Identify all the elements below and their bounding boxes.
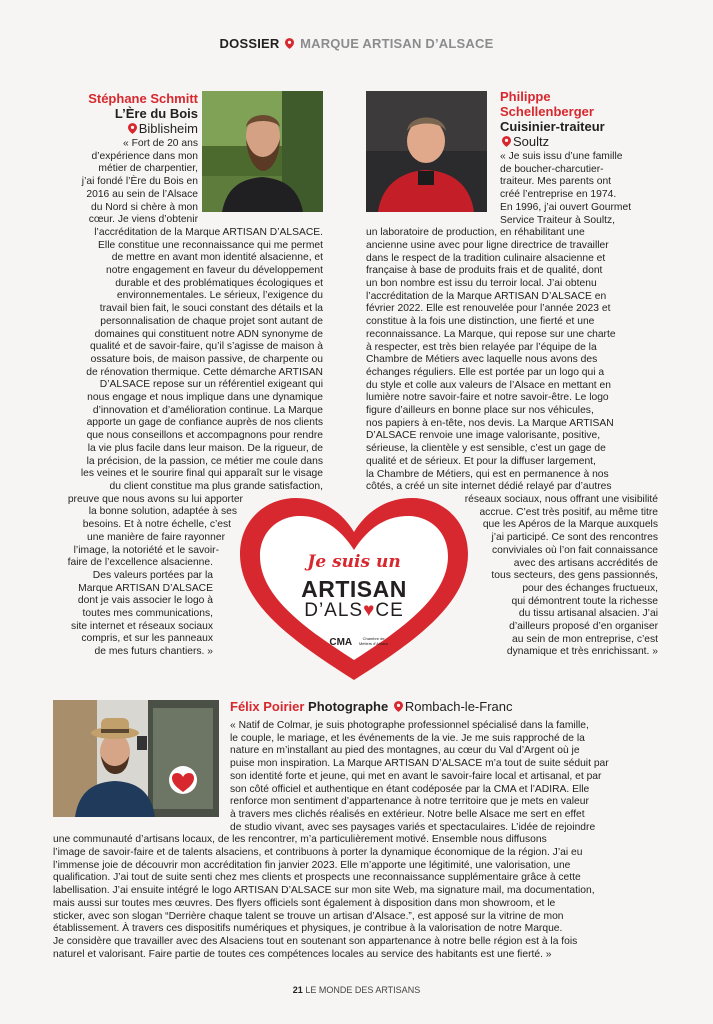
- location-pin-icon: [285, 38, 294, 49]
- text-line: l’accréditation de la Marque ARTISAN D’ALSACE en: [366, 290, 607, 302]
- text-line: les veines et le sourire final qui apparaît sur le visage: [80, 468, 323, 480]
- profile-1-company: L’Ère du Bois: [114, 106, 198, 121]
- text-line: avec des artisans accrédités de: [513, 557, 658, 569]
- text-line: métier de charpentier,: [98, 163, 198, 175]
- text-line: l’accréditation de la Marque ARTISAN D’ALSACE.: [94, 226, 323, 238]
- profile-2-header: [500, 89, 680, 149]
- profile-2-name-last: Schellenberger: [500, 104, 594, 119]
- text-line: D’ALSACE renvoie une image valorisante, positive,: [366, 430, 601, 442]
- text-line: notre engagement en faveur du développement: [106, 265, 323, 277]
- profile-1-header: [60, 91, 198, 136]
- text-line: « Fort de 20 ans: [123, 138, 198, 149]
- text-line: toutes mes communications,: [82, 608, 213, 620]
- text-line: D’ALSACE repose sur un référentiel exigeant qui: [99, 379, 323, 391]
- page-number: 21: [292, 985, 303, 995]
- text-line: preuve que nous avons su lui apporter: [67, 493, 243, 505]
- profile-2-location-text: Soultz: [513, 134, 550, 149]
- text-line: Marque ARTISAN D’ALSACE: [78, 582, 213, 594]
- text-line: dont je vais associer le logo à: [77, 595, 213, 607]
- text-line: naturel et valorisant. Faire partie de toutes ces compétences locales au service des habitants est une fierté. »: [53, 948, 552, 960]
- text-line: qualification. J’ai tout de suite senti chez mes clients et prospects une reconnaissance supplémentaire grâce à cette: [53, 872, 581, 884]
- profile-1-location-text: Biblisheim: [138, 121, 198, 136]
- text-line: de boucher-charcutier-: [500, 163, 604, 175]
- text-line: du client constitue ma plus grande satisfaction,: [109, 480, 323, 492]
- profile-1-location: [60, 121, 198, 136]
- text-line: d’innovation et d’amélioration continue. La Marque: [92, 404, 323, 416]
- text-line: l’immense joie de découvrir mon accréditation fin janvier 2023. Elle m’apporte une légitimité, une valorisation, une: [53, 859, 571, 871]
- text-line: sérieuse, la clientèle y est sensible, c’est un gage de: [366, 443, 606, 455]
- page-footer: [0, 985, 713, 995]
- text-line: En 1996, j’ai ouvert Gourmet: [500, 201, 632, 213]
- profile-1-name: Stéphane Schmitt: [88, 91, 198, 106]
- text-line: faire de l’excellence alsacienne.: [67, 557, 213, 569]
- text-line: puise mon inspiration. La Marque ARTISAN D’ALSACE m’a tout de suite séduit par: [230, 758, 609, 770]
- text-line: le couple, le mariage, et les événements de la vie. Je me suis rapproché de la: [230, 732, 585, 744]
- text-line: environnementales. Le sérieux, l’exigence du: [116, 290, 323, 302]
- text-line: accrue. C’est très positif, au même titre: [479, 506, 658, 518]
- text-line: ancienne usine avec pour ligne directrice de travailler: [366, 239, 609, 251]
- text-line: Des valeurs portées par la: [92, 569, 213, 581]
- text-line: une communauté d’artisans locaux, de les rencontrer, m’a particulièrement motivé. Ensemble nous diffusons: [53, 834, 547, 846]
- text-line: qui démontrent toute la richesse: [511, 595, 658, 607]
- text-line: nos papiers à en-tête, nos devis. La Marque ARTISAN: [366, 417, 614, 429]
- text-line: 2016 au sein de l’Alsace: [86, 188, 198, 200]
- text-line: un laboratoire de production, en réhabilitant une: [366, 227, 585, 239]
- text-line: durable et des problématiques écologiques et: [115, 277, 323, 289]
- profile-3-header: [230, 699, 670, 714]
- page-header: [0, 36, 713, 51]
- location-pin-icon: [128, 123, 137, 134]
- text-line: reconnaissance. La Marque, qui repose sur une charte: [366, 328, 616, 340]
- text-line: établissement. À travers ces dispositifs numériques et physiques, je contribue à la valorisation de notre Marque.: [53, 923, 563, 935]
- logo-slogan: Je suis un: [307, 552, 401, 572]
- text-line: de rénovation thermique. Cette démarche ARTISAN: [86, 366, 323, 378]
- text-line: dans le respect de la tradition culinaire alsacienne et: [366, 252, 606, 264]
- text-line: ossature bois, de maison passive, de charpente ou: [90, 353, 323, 365]
- cma-logo-sub: Chambre de Métiers d’Alsace: [358, 635, 389, 646]
- logo-heart-a-icon: ♥: [363, 600, 376, 621]
- profile-2-location: [500, 134, 680, 149]
- location-pin-icon: [394, 701, 403, 712]
- text-line: l’image de savoir-faire et de talents alsaciens, et contribuons à porter la dynamique économique de la région. J’ai eu: [53, 847, 583, 859]
- text-line: que les Apéros de la Marque auxquels: [482, 519, 658, 531]
- text-line: qualité et de sérieux. Et pour la diffuser largement,: [366, 455, 596, 467]
- text-line: l’image, la notoriété et le savoir-: [73, 544, 219, 556]
- text-line: la précision, de la passion, ce métier me coule dans: [86, 455, 323, 467]
- text-line: créé l’entreprise en 1974.: [500, 189, 617, 201]
- text-line: labellisation. J’ai ensuite intégré le logo ARTISAN D’ALSACE sur mon site Web, ma signature mail, ma documentation,: [53, 885, 595, 897]
- text-line: site internet et réseaux sociaux: [71, 620, 213, 632]
- cma-logo-text: CMA: [329, 637, 353, 648]
- logo-brand-line2-b: CE: [375, 600, 404, 621]
- text-line: d’ailleurs proposé d’en organiser: [509, 621, 658, 633]
- text-line: au sein de mon entreprise, c’est: [512, 633, 658, 645]
- text-line: dynamique et très enrichissant. »: [506, 646, 658, 658]
- text-line: apporte un gage de confiance auprès de nos clients: [86, 417, 323, 429]
- text-line: réseaux sociaux, nous offrant une visibilité: [464, 493, 658, 505]
- text-line: nature en m’installant au pied des montagnes, au cœur du Val d’Argent où je: [230, 745, 580, 757]
- text-line: j’ai participé. Ce sont des rencontres: [491, 532, 658, 544]
- text-line: la vie plus facile dans leur maison. De la rigueur, de: [87, 442, 323, 454]
- text-line: que nous conseillons et accompagnons pour rendre: [86, 430, 323, 442]
- text-line: de mettre en avant mon identité alsacienne, et: [111, 252, 323, 264]
- artisan-alsace-logo: [234, 492, 474, 684]
- text-line: figure d’ailleurs en bonne place sur nos véhicules,: [366, 405, 594, 417]
- text-line: nous engage et nous implique dans une dynamique: [87, 392, 323, 404]
- profile-3-name: Félix Poirier: [230, 699, 305, 714]
- text-line: constitue à la fois une distinction, une fierté et une: [366, 316, 595, 328]
- profile-3-location: Rombach-le-Franc: [404, 699, 513, 714]
- text-line: à respecter, est très bien relayée par l’équipe de la: [366, 341, 597, 353]
- profile-3-text: [53, 720, 673, 961]
- text-line: besoins. Et à notre échelle, c’est: [82, 519, 231, 531]
- text-line: de mes futurs chantiers. »: [94, 646, 213, 658]
- text-line: une manière de faire rayonner: [87, 531, 225, 543]
- logo-brand-line2: [234, 600, 474, 622]
- section-label: DOSSIER: [219, 36, 280, 51]
- text-line: la bonne solution, adaptée à ses: [88, 506, 237, 518]
- text-line: Chambre de Métiers avec laquelle nous avons des: [366, 354, 598, 366]
- text-line: cœur. Je viens d’obtenir: [88, 214, 198, 226]
- text-line: Service Traiteur à Soultz,: [500, 214, 616, 226]
- text-line: échanges réguliers. Elle est portée par un logo qui a: [366, 366, 605, 378]
- text-line: conviviales où l’on fait connaissance: [492, 544, 658, 556]
- text-line: son identité forte et jeune, qui met en avant le savoir-faire local et artisanal, et par: [230, 770, 602, 782]
- topic-label: MARQUE ARTISAN D’ALSACE: [300, 36, 494, 51]
- profile-2-job: Cuisinier-traiteur: [500, 119, 605, 134]
- cma-logo: [320, 632, 400, 650]
- text-line: Elle constitue une reconnaissance qui me permet: [98, 239, 323, 251]
- logo-brand-line1: ARTISAN: [301, 576, 407, 602]
- text-line: tous secteurs, des gens passionnés,: [491, 570, 658, 582]
- location-pin-icon: [502, 136, 511, 147]
- text-line: mais aussi sur toutes mes œuvres. Des flyers officiels sont également à disposition dans mon showroom, et le: [53, 897, 556, 909]
- text-line: d’expérience dans mon: [91, 150, 198, 162]
- text-line: traiteur. Mes parents ont: [500, 176, 612, 188]
- text-line: un bon nombre est issu du terroir local. J’ai obtenu: [366, 278, 597, 290]
- text-line: qualité et de savoir-faire, qu’il s’agisse de maison à: [90, 341, 323, 353]
- text-line: du style et colle aux valeurs de l’Alsace en mettant en: [366, 379, 611, 391]
- text-line: j’ai fondé l’Ère du Bois en: [81, 176, 198, 188]
- logo-brand-line2-a: D’ALS: [304, 600, 364, 621]
- text-line: lumière notre savoir-faire et notre savoir-être. Le logo: [366, 392, 609, 404]
- profile-2-name-first: Philippe: [500, 89, 551, 104]
- text-line: du tissu artisanal alsacien. J’ai: [518, 608, 658, 620]
- text-line: personnalisation de chaque projet sont autant de: [100, 315, 323, 327]
- text-line: du Nord si chère à mon: [90, 201, 198, 213]
- text-line: « Natif de Colmar, je suis photographe professionnel spécialisé dans la famille,: [230, 720, 589, 731]
- text-line: « Je suis issu d’une famille: [500, 151, 623, 162]
- text-line: Je considère que travailler avec des Alsaciens tout en soutenant son appartenance à notre belle région est à la fois: [53, 935, 578, 947]
- text-line: de studio vivant, avec ses paysages variés et spectaculaires. L’idée de rejoindre: [230, 821, 596, 833]
- text-line: février 2022. Elle est renouvelée pour l’année 2023 et: [366, 303, 611, 315]
- text-line: côtés, a créé un site internet dédié relayé par d’autres: [366, 481, 612, 493]
- text-line: la Chambre de Métiers, qui est en permanence à nos: [366, 468, 609, 480]
- profile-3-job: Photographe: [308, 699, 389, 714]
- text-line: française à base de produits frais et de qualité, dont: [366, 265, 603, 277]
- magazine-name: LE MONDE DES ARTISANS: [305, 985, 421, 995]
- text-line: travail bien fait, le souci constant des détails et la: [99, 303, 323, 315]
- text-line: sticker, avec son slogan “Derrière chaque talent se trouve un artisan d’Alsace.”, est apposé sur la vitrine de mon: [53, 910, 564, 922]
- text-line: renforce mon sentiment d’appartenance à notre territoire que je mets en valeur: [230, 796, 589, 808]
- text-line: domaines qui constituent notre ADN synonyme de: [94, 328, 323, 340]
- text-line: à travers mes clichés réalisés en extérieur. Notre belle Alsace me sert en effet: [230, 808, 585, 820]
- text-line: compris, et sur les panneaux: [81, 633, 213, 645]
- text-line: pour des échanges fructueux,: [522, 582, 658, 594]
- text-line: son côté officiel et authentique en étant codéposée par la CMA et l’ADIRA. Elle: [230, 783, 590, 795]
